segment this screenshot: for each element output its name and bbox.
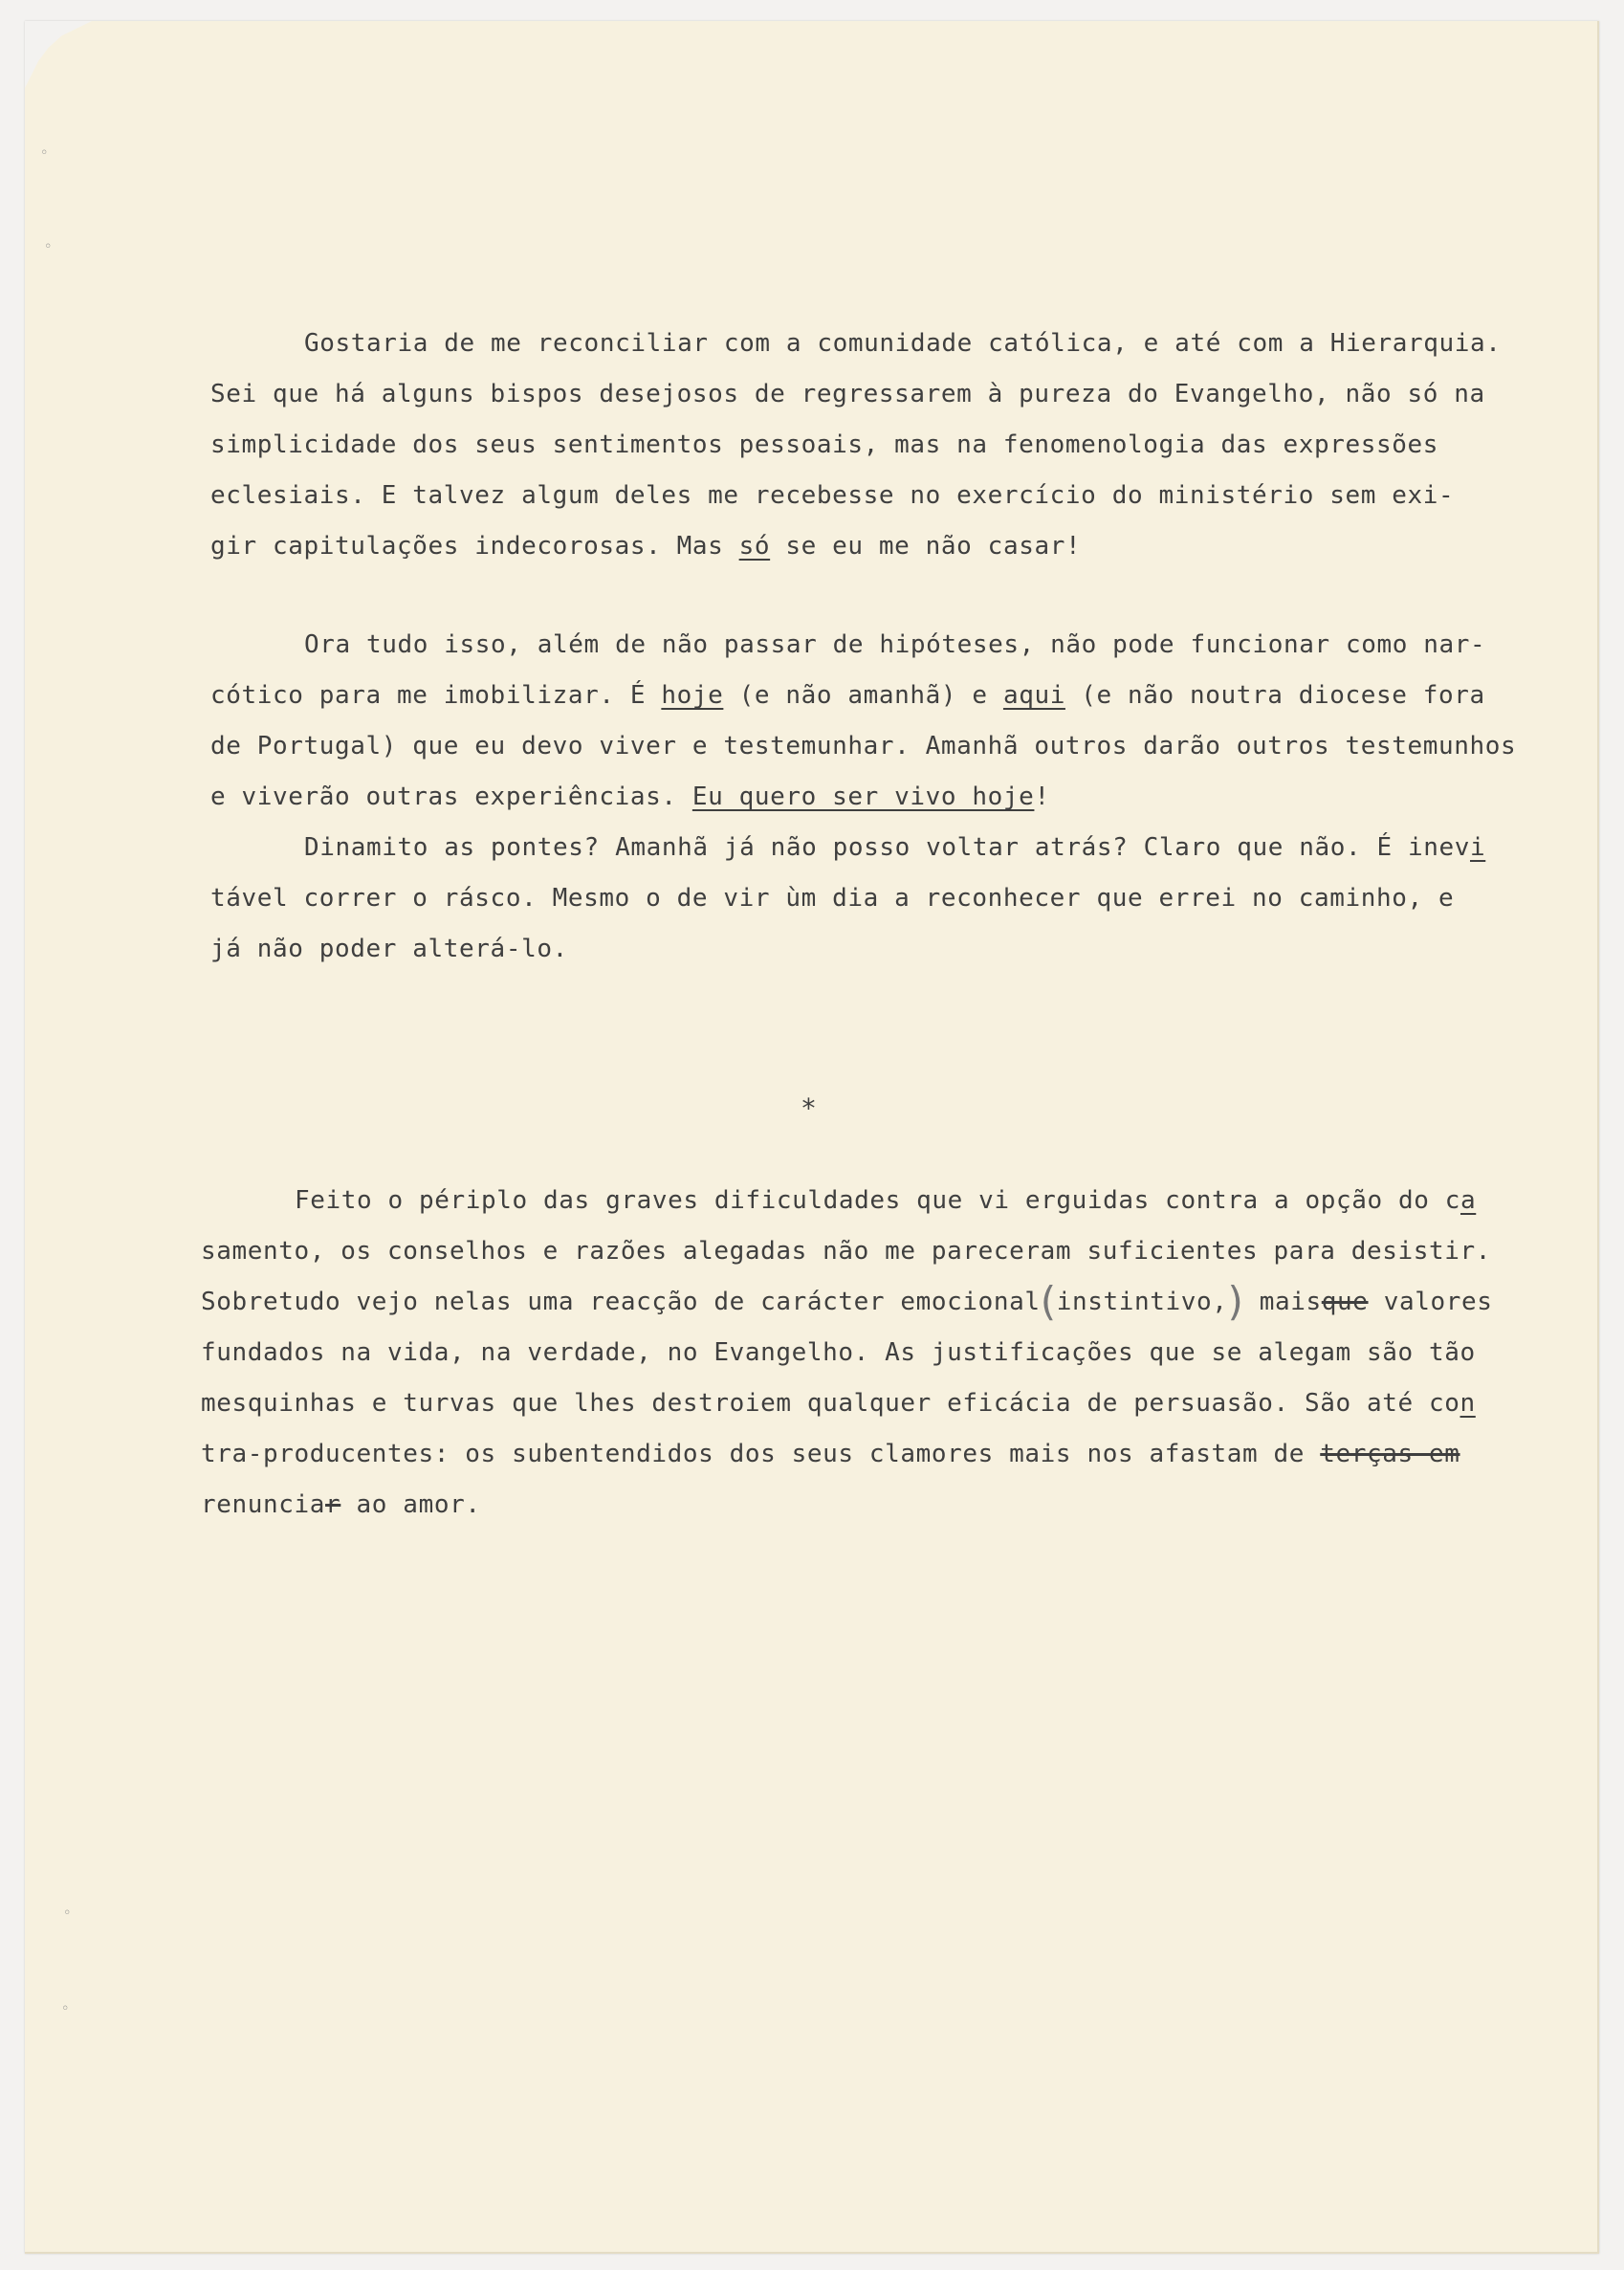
line-text: ! bbox=[1034, 782, 1050, 811]
paragraph-4-line-4: fundados na vida, na verdade, no Evangelho. As justificações que se alegam são tão bbox=[201, 1338, 1476, 1367]
struck-word: que bbox=[1321, 1288, 1369, 1316]
paragraph-4-line-6 bbox=[201, 1440, 1460, 1468]
underlined-word: só bbox=[738, 532, 771, 561]
margin-mark: ◦ bbox=[61, 2001, 70, 2017]
underlined-word: hoje bbox=[661, 681, 724, 710]
paragraph-2-line-3: de Portugal) que eu devo viver e testemunhar. Amanhã outros darão outros testemunhos bbox=[210, 732, 1517, 760]
line-text: mais bbox=[1243, 1288, 1322, 1316]
paragraph-4-line-5 bbox=[201, 1389, 1476, 1418]
line-text: gir capitulações indecorosas. Mas bbox=[210, 532, 739, 561]
paragraph-4-line-7 bbox=[201, 1490, 481, 1519]
paragraph-4-line-1 bbox=[295, 1186, 1476, 1215]
paragraph-1-line-3: simplicidade dos seus sentimentos pessoais, mas na fenomenologia das expressões bbox=[210, 430, 1439, 459]
torn-corner bbox=[25, 21, 92, 88]
paragraph-2-line-1: Ora tudo isso, além de não passar de hipóteses, não pode funcionar como nar- bbox=[304, 630, 1486, 659]
margin-mark: ◦ bbox=[44, 239, 53, 254]
line-text: tra-producentes: os subentendidos dos seus clamores mais nos afastam de bbox=[201, 1440, 1321, 1468]
line-text: (e não noutra diocese fora bbox=[1064, 681, 1485, 710]
underlined-word: aqui bbox=[1002, 681, 1065, 710]
paragraph-3-line-3: já não poder alterá-lo. bbox=[210, 935, 568, 963]
line-text: Sobretudo vejo nelas uma reacção de carácter emocional bbox=[201, 1288, 1041, 1316]
line-text: Dinamito as pontes? Amanhã já não posso voltar atrás? Claro que não. É inev bbox=[304, 833, 1470, 862]
handwritten-paren-open: ( bbox=[1040, 1278, 1057, 1325]
paragraph-2-line-4 bbox=[210, 782, 1050, 811]
line-text: renuncia bbox=[201, 1490, 326, 1519]
line-text: valores bbox=[1368, 1288, 1493, 1316]
parenthetical-text: instintivo, bbox=[1056, 1288, 1228, 1316]
underlined-letter: i bbox=[1470, 833, 1486, 862]
paragraph-4-line-3 bbox=[201, 1278, 1493, 1325]
line-text: (e não amanhã) e bbox=[723, 681, 1003, 710]
line-text: ao amor. bbox=[340, 1490, 481, 1519]
struck-letter: r bbox=[325, 1490, 341, 1519]
underlined-phrase: Eu quero ser vivo hoje bbox=[691, 782, 1035, 811]
paragraph-4-line-2: samento, os conselhos e razões alegadas não me pareceram suficientes para desistir. bbox=[201, 1237, 1492, 1266]
handwritten-paren-close: ) bbox=[1227, 1278, 1244, 1325]
paragraph-1-line-1: Gostaria de me reconciliar com a comunidade católica, e até com a Hierarquia. bbox=[304, 329, 1502, 358]
line-text: Feito o périplo das graves dificuldades que vi erguidas contra a opção do c bbox=[295, 1186, 1460, 1215]
paragraph-3-line-2: tável correr o rásco. Mesmo o de vir ùm dia a reconhecer que errei no caminho, e bbox=[210, 884, 1455, 913]
line-text: cótico para me imobilizar. É bbox=[210, 681, 662, 710]
paragraph-1-line-5 bbox=[210, 532, 1081, 561]
underlined-letter: a bbox=[1460, 1186, 1477, 1215]
section-separator: * bbox=[801, 1092, 817, 1124]
underlined-letter: n bbox=[1459, 1389, 1476, 1418]
margin-mark: ◦ bbox=[40, 145, 49, 161]
paragraph-1-line-2: Sei que há alguns bispos desejosos de regressarem à pureza do Evangelho, não só na bbox=[210, 380, 1485, 408]
line-text: e viverão outras experiências. bbox=[210, 782, 692, 811]
typewritten-page bbox=[25, 21, 1599, 2254]
line-text: se eu me não casar! bbox=[770, 532, 1082, 561]
struck-word: terças em bbox=[1320, 1440, 1460, 1468]
line-text: mesquinhas e turvas que lhes destroiem qualquer eficácia de persuasão. São até co bbox=[201, 1389, 1460, 1418]
paragraph-2-line-2 bbox=[210, 681, 1485, 710]
paragraph-1-line-4: eclesiais. E talvez algum deles me recebesse no exercício do ministério sem exi- bbox=[210, 481, 1455, 510]
margin-mark: ◦ bbox=[63, 1906, 72, 1921]
paragraph-3-line-1 bbox=[304, 833, 1485, 862]
